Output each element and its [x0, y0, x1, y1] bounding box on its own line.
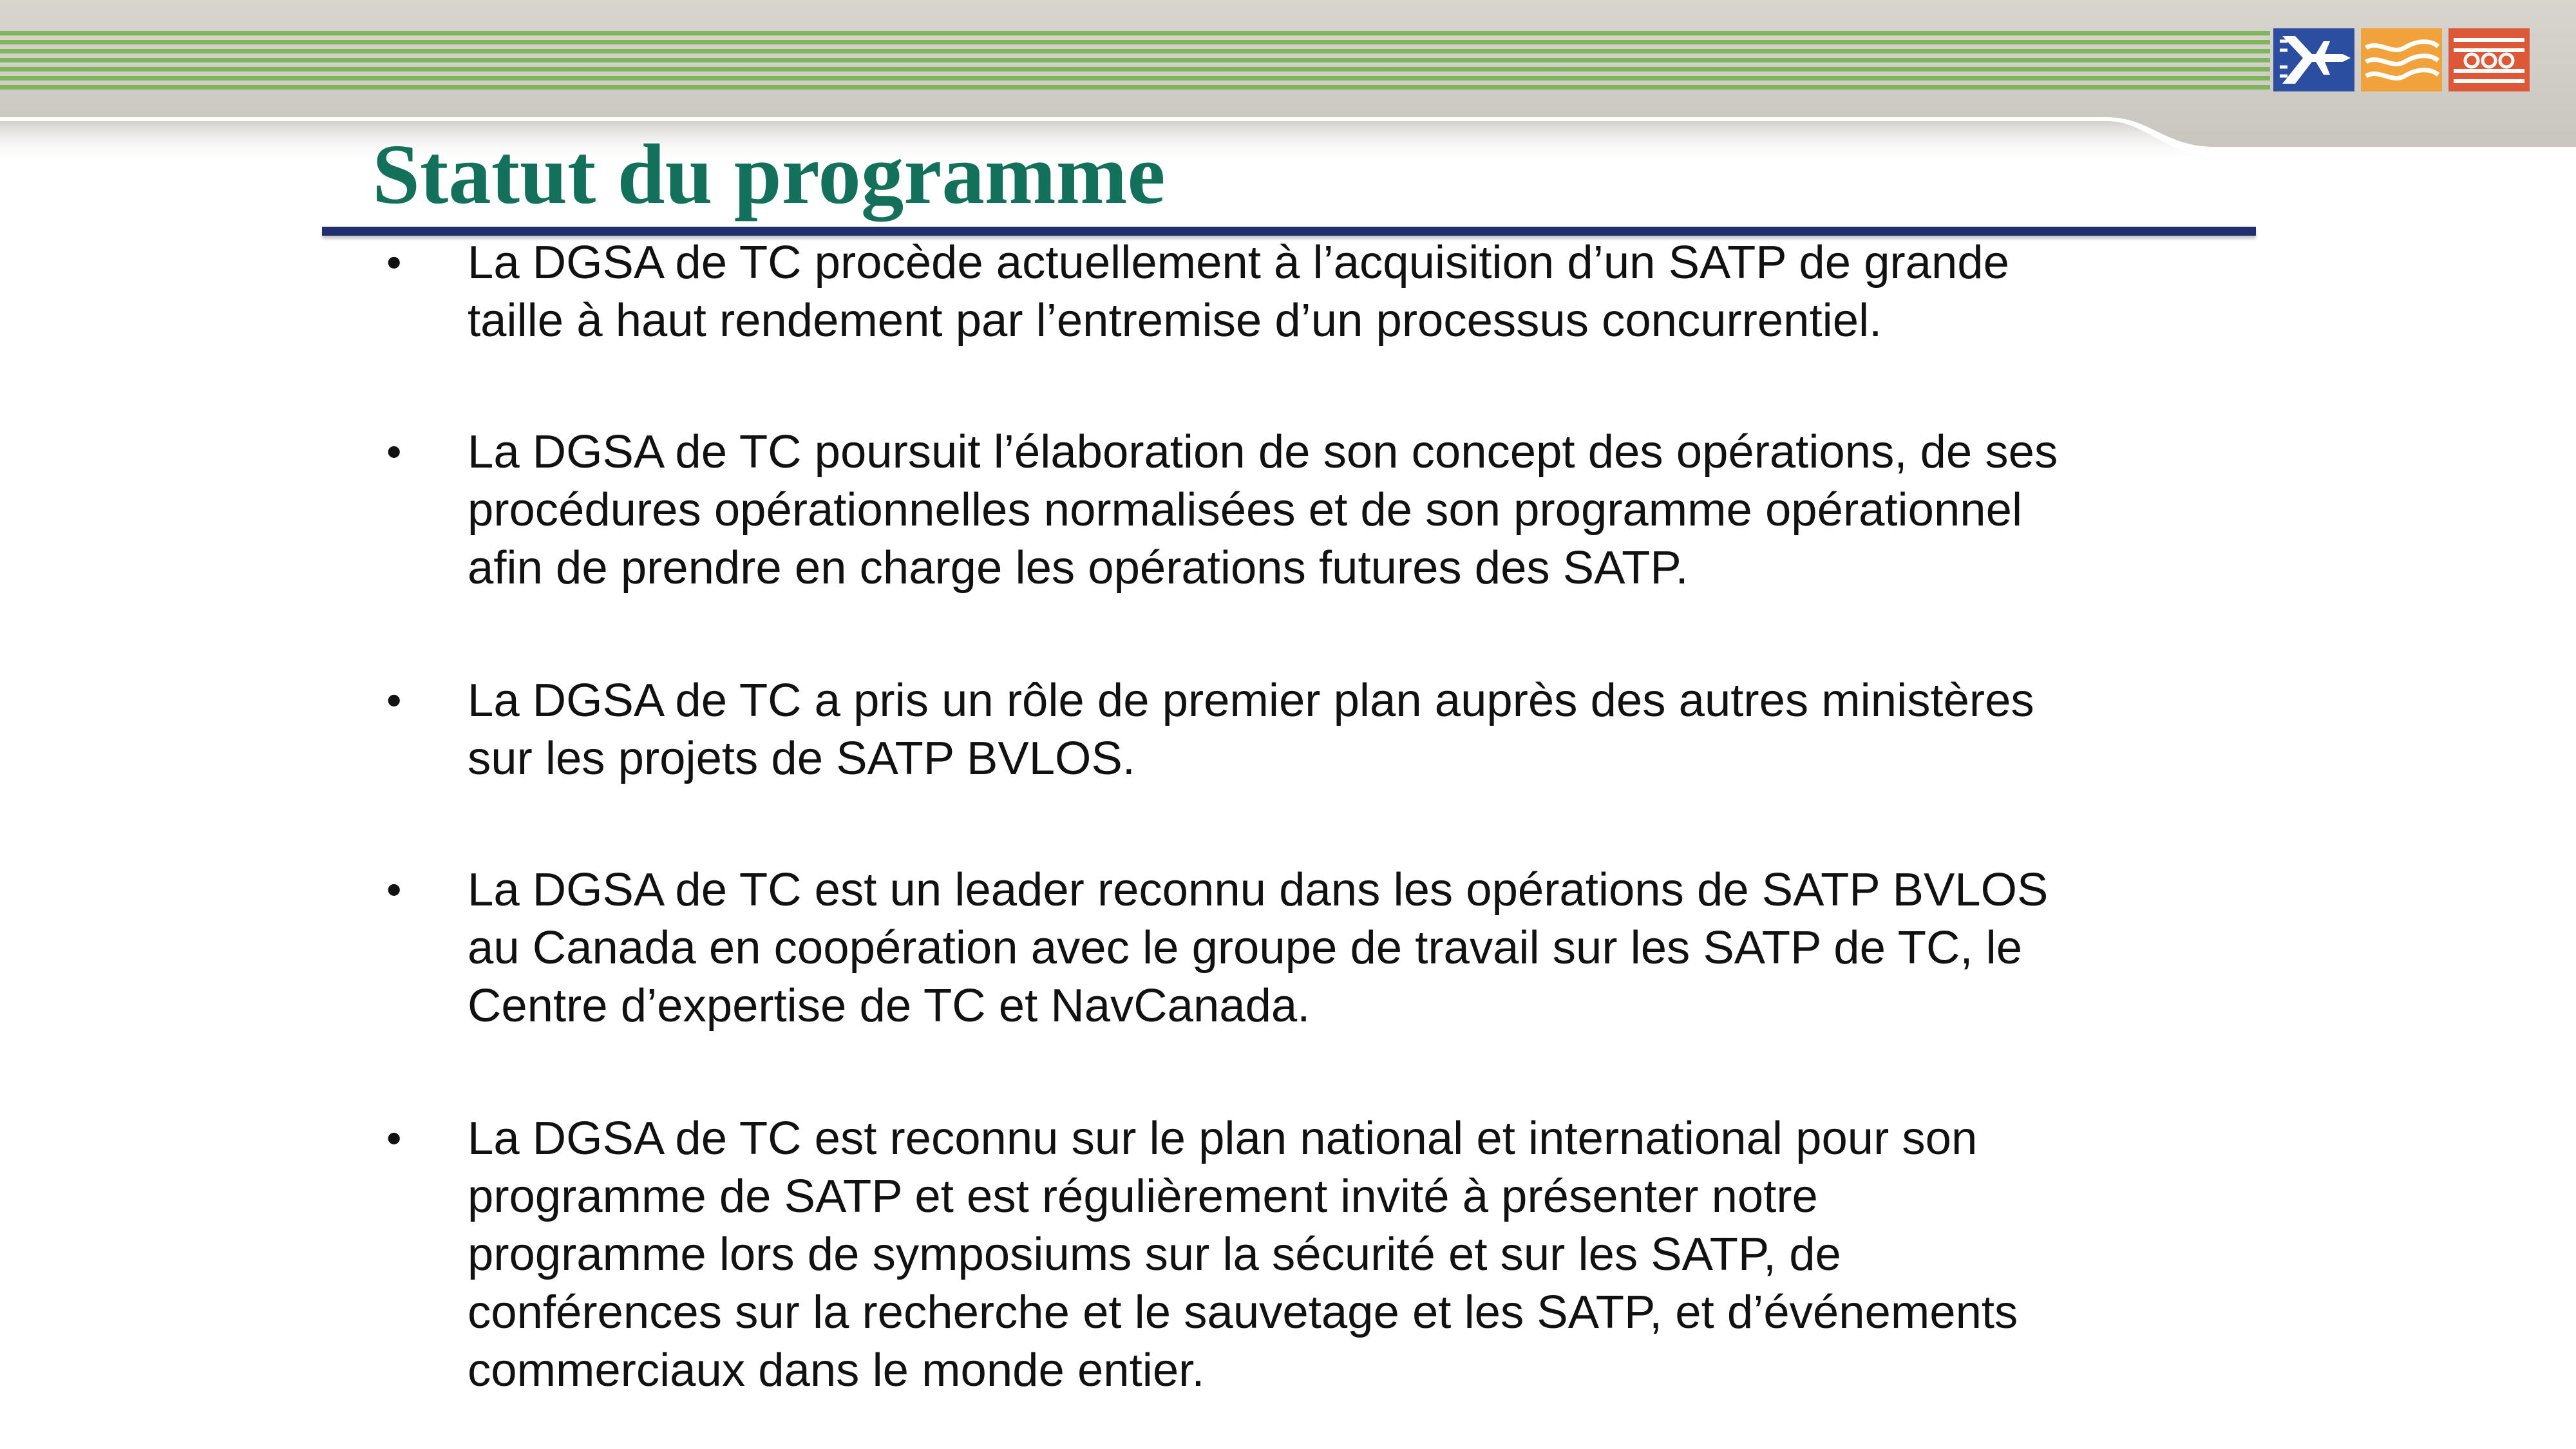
bullet-line: programme de SATP et est régulièrement invité à présenter notre — [468, 1170, 1818, 1222]
bullet-marker: • — [386, 866, 402, 914]
bullet-line: programme lors de symposiums sur la sécurité et sur les SATP, de — [468, 1228, 1841, 1280]
bullet-line: sur les projets de SATP BVLOS. — [468, 732, 1135, 784]
bullet-line: Centre d’expertise de TC et NavCanada. — [468, 980, 1311, 1032]
bullet-marker: • — [386, 676, 402, 724]
bullet-line: La DGSA de TC poursuit l’élaboration de son concept des opérations, de ses — [468, 426, 2058, 478]
bullet-line: La DGSA de TC a pris un rôle de premier plan auprès des autres ministères — [468, 674, 2034, 726]
bullet-marker: • — [386, 1114, 402, 1162]
bullet-line: afin de prendre en charge les opérations futures des SATP. — [468, 542, 1689, 594]
bullet-text — [468, 234, 2193, 350]
bullet-line: conférences sur la recherche et le sauvetage et les SATP, et d’événements — [468, 1286, 2018, 1338]
page-title: Statut du programme — [372, 126, 1166, 222]
bullet-text — [468, 423, 2193, 597]
bullet-line: La DGSA de TC procède actuellement à l’acquisition d’un SATP de grande — [468, 236, 2009, 289]
bullet-marker: • — [386, 238, 402, 287]
bullet-text — [468, 861, 2193, 1035]
bullet-line: La DGSA de TC est un leader reconnu dans les opérations de SATP BVLOS — [468, 864, 2049, 916]
bullet-line: commerciaux dans le monde entier. — [468, 1344, 1205, 1396]
bullet-line: au Canada en coopération avec le groupe de travail sur les SATP de TC, le — [468, 922, 2023, 974]
bullet-line: taille à haut rendement par l’entremise d’un processus concurrentiel. — [468, 294, 1882, 346]
bullet-text — [468, 672, 2193, 788]
bullet-text — [468, 1110, 2193, 1399]
bullet-line: La DGSA de TC est reconnu sur le plan national et international pour son — [468, 1112, 1978, 1164]
bullet-marker: • — [386, 428, 402, 476]
bullet-line: procédures opérationnelles normalisées et de son programme opérationnel — [468, 484, 2023, 536]
